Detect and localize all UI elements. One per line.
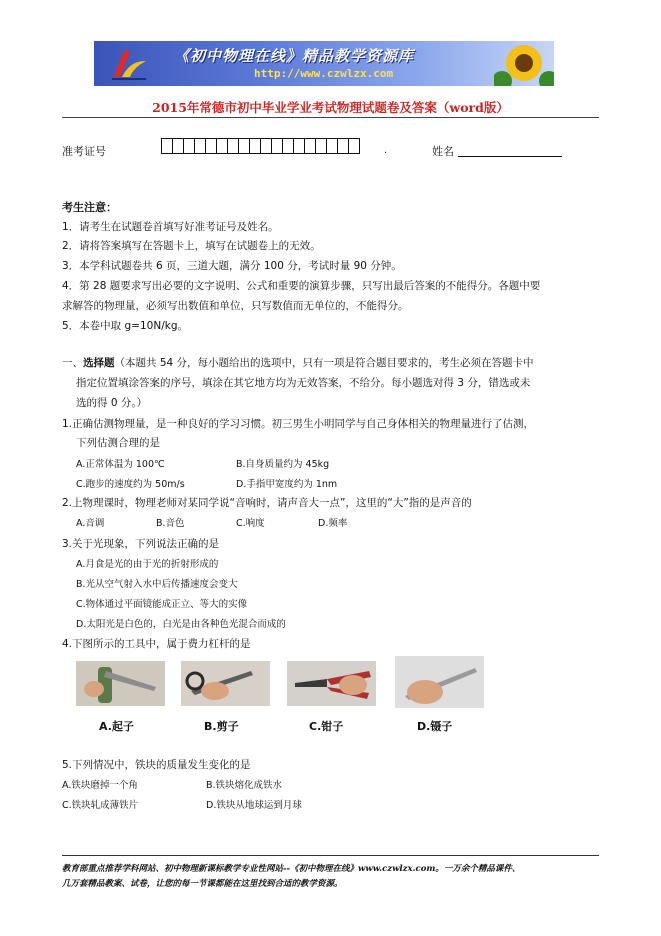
- question-1-option-c: C.跑步的速度约为 50m/s: [76, 479, 185, 490]
- question-1-stem: 1.正确估测物理量，是一种良好的学习习惯。初三男生小明同学与自己身体相关的物理量进行了估测，: [62, 418, 535, 430]
- question-2-stem: 2.上物理课时，物理老师对某同学说“音响时，请声音大一点”，这里的“大”指的是声音的: [62, 497, 472, 509]
- question-5-option-b: B.铁块熔化成铁水: [206, 780, 283, 791]
- notice-item: 3．本学科试题卷共 6 页，三道大题，满分 100 分，考试时量 90 分钟。: [62, 260, 402, 272]
- banner-title: 《初中物理在线》精品教学资源库: [174, 47, 415, 65]
- section-text: （本题共 54 分，每小题给出的选项中，只有一项是符合题目要求的，考生必须在答题卡中: [114, 357, 534, 369]
- question-5-option-d: D.铁块从地球运到月球: [206, 800, 302, 811]
- section-prefix: 一、: [62, 357, 83, 369]
- section-text: 指定位置填涂答案的序号，填涂在其它地方均为无效答案，不给分。每小题选对得 3 分，错选或未: [76, 377, 531, 389]
- exam-id-box[interactable]: [348, 138, 360, 154]
- exam-id-boxes[interactable]: [162, 138, 360, 154]
- separator-dot: .: [384, 145, 388, 156]
- banner-url[interactable]: http://www.czwlzx.com: [254, 67, 394, 80]
- notice-item: 5．本卷中取 g=10N/kg。: [62, 320, 188, 332]
- notice-item: 2．请将答案填写在答题卡上，填写在试题卷上的无效。: [62, 240, 321, 252]
- question-3-option-a: A.月食是光的由于光的折射形成的: [76, 559, 219, 570]
- pliers-photo: [287, 661, 376, 706]
- question-2-option-a: A.音调: [76, 518, 105, 529]
- photo-caption-a: A.起子: [99, 720, 134, 733]
- name-label: 姓名: [432, 145, 454, 158]
- photo-caption-b: B.剪子: [204, 720, 239, 733]
- header-banner: [94, 41, 554, 86]
- question-1-option-a: A.正常体温为 100℃: [76, 459, 165, 470]
- footer-text: 教育部重点推荐学科网站、初中物理新课标教学专业性网站--《初中物理在线》www.czwlzx.com。一万余个精品课件、: [62, 864, 521, 874]
- notice-heading: 考生注意：: [62, 201, 117, 214]
- footer-divider: [62, 855, 599, 856]
- question-1-option-d: D.手指甲宽度约为 1nm: [236, 479, 338, 490]
- question-2-option-d: D.频率: [318, 518, 348, 529]
- footer-text: 几万套精品教案、试卷，让您的每一节课都能在这里找到合适的教学资源。: [62, 879, 343, 889]
- question-1-stem: 下列估测合理的是: [76, 437, 160, 449]
- notice-item: 1．请考生在试题卷首填写好准考证号及姓名。: [62, 221, 279, 233]
- section-text: 选的得 0 分。）: [76, 397, 148, 409]
- sunflower-icon: [494, 41, 554, 86]
- question-2-option-b: B.音色: [156, 518, 185, 529]
- tweezers-photo: [395, 656, 484, 708]
- name-field-line[interactable]: [458, 156, 562, 157]
- question-5-stem: 5.下列情况中，铁块的质量发生变化的是: [62, 759, 251, 771]
- photo-caption-c: C.钳子: [309, 720, 344, 733]
- question-5-option-a: A.铁块磨掉一个角: [62, 780, 138, 791]
- document-title: 2015年常德市初中毕业学业考试物理试题卷及答案（word版）: [152, 100, 509, 115]
- question-1-option-b: B.自身质量约为 45kg: [236, 459, 330, 470]
- question-5-option-c: C.铁块轧成薄铁片: [62, 800, 139, 811]
- section-intro: [62, 355, 534, 370]
- notice-item: 4．第 28 题要求写出必要的文字说明、公式和重要的演算步骤，只写出最后答案的不能得分。各题中要: [62, 280, 541, 292]
- question-3-option-b: B.光从空气射入水中后传播速度会变大: [76, 579, 238, 590]
- notice-item: 求解答的物理量，必须写出数值和单位，只写数值而无单位的，不能得分。: [62, 300, 409, 312]
- question-3-option-d: D.太阳光是白色的，白光是由各种色光混合而成的: [76, 619, 286, 630]
- question-3-stem: 3.关于光现象，下列说法正确的是: [62, 538, 220, 550]
- section-heading: 选择题: [83, 357, 115, 369]
- question-3-option-c: C.物体通过平面镜能成正立、等大的实像: [76, 599, 248, 610]
- question-4-stem: 4.下图所示的工具中，属于费力杠杆的是: [62, 638, 251, 650]
- exam-id-label: 准考证号: [62, 145, 106, 158]
- scissors-photo: [181, 661, 270, 706]
- photo-caption-d: D.镊子: [417, 720, 453, 733]
- site-logo-icon: [110, 47, 148, 81]
- question-2-option-c: C.响度: [236, 518, 265, 529]
- bottle-opener-photo: [76, 661, 165, 706]
- title-divider: [62, 117, 599, 118]
